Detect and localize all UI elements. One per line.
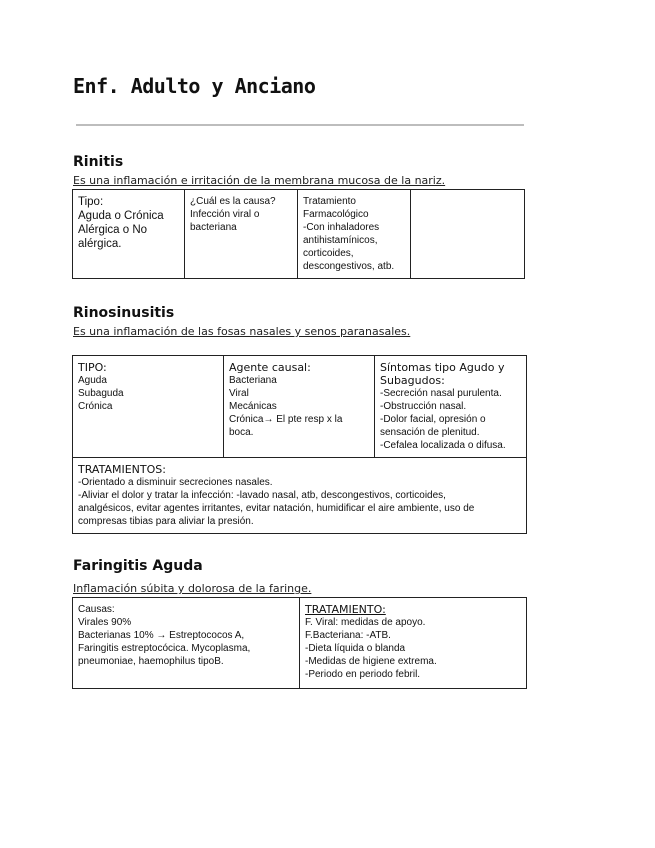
rinosinusitis-subtitle: Es una inflamación de las fosas nasales y senos paranasales. <box>73 325 411 338</box>
text-line: F. Viral: medidas de apoyo. <box>305 617 426 628</box>
text-line: -Cefalea localizada o difusa. <box>380 440 506 451</box>
text-line: Bacteriana <box>229 375 277 386</box>
text-line: pneumoniae, haemophilus tipoB. <box>78 656 224 667</box>
rinitis-treatment-cell <box>298 190 411 279</box>
text-line: Crónica <box>78 401 113 412</box>
text-line: -Orientado a disminuir secreciones nasales. <box>78 477 273 488</box>
text-line: Viral <box>229 388 249 399</box>
title-divider <box>76 124 524 126</box>
rinitis-table <box>72 189 525 279</box>
text-line: Tipo: <box>78 196 104 208</box>
rinitis-empty-cell <box>411 190 525 279</box>
text-line: -Secreción nasal purulenta. <box>380 388 502 399</box>
faringitis-treatment-cell <box>300 598 527 689</box>
text-line: TRATAMIENTO: <box>305 603 386 616</box>
rinitis-subtitle: Es una inflamación e irritación de la membrana mucosa de la nariz. <box>73 174 446 187</box>
text-line: Síntomas tipo Agudo y <box>380 361 505 374</box>
text-line: Alérgica o No <box>78 224 148 236</box>
text-line: corticoides, <box>303 248 354 259</box>
text-line: Causas: <box>78 604 115 615</box>
text-line: TRATAMIENTOS: <box>78 463 166 476</box>
text-line: compresas tibias para aliviar la presión. <box>78 516 254 527</box>
text-line: Agente causal: <box>229 361 311 374</box>
text-line: Subaguda <box>78 388 124 399</box>
text-line: Mecánicas <box>229 401 277 412</box>
faringitis-table <box>72 597 527 689</box>
text-line: -Dolor facial, opresión o <box>380 414 486 425</box>
text-line: Virales 90% <box>78 617 132 628</box>
rinosinusitis-title: Rinosinusitis <box>73 305 175 321</box>
rinosinusitis-table <box>72 355 527 534</box>
text-line: boca. <box>229 427 254 438</box>
text-line: descongestivos, atb. <box>303 261 395 272</box>
rinosinusitis-agent-cell <box>224 356 375 458</box>
rinosinusitis-treatment-cell <box>73 458 527 534</box>
text-line: Subagudos: <box>380 374 445 387</box>
text-line: -Periodo en periodo febril. <box>305 669 421 680</box>
text-line: sensación de plenitud. <box>380 427 480 438</box>
text-line: F.Bacteriana: -ATB. <box>305 630 391 641</box>
rinitis-cause-cell <box>185 190 298 279</box>
text-line: -Dieta líquida o blanda <box>305 643 406 654</box>
text-line: Infección viral o <box>190 209 260 220</box>
text-line: Tratamiento <box>303 196 356 207</box>
text-line: Faringitis estreptocócica. Mycoplasma, <box>78 643 251 654</box>
rinosinusitis-symptoms-cell <box>375 356 527 458</box>
faringitis-causes-cell <box>73 598 300 689</box>
text-line: antihistamínicos, <box>303 235 378 246</box>
text-line: Aguda <box>78 375 107 386</box>
text-line: -Aliviar el dolor y tratar la infección: -lavado nasal, atb, descongestivos, corticoides, <box>78 490 446 501</box>
text-line: -Medidas de higiene extrema. <box>305 656 437 667</box>
text-line: Aguda o Crónica <box>78 210 164 222</box>
faringitis-title: Faringitis Aguda <box>73 558 203 574</box>
rinitis-type-cell <box>73 190 185 279</box>
faringitis-subtitle: Inflamación súbita y dolorosa de la faringe. <box>73 582 312 595</box>
text-line: -Con inhaladores <box>303 222 380 233</box>
text-line: bacteriana <box>190 222 237 233</box>
text-line: TIPO: <box>78 361 107 374</box>
rinitis-title: Rinitis <box>73 154 124 170</box>
rinosinusitis-type-cell <box>73 356 224 458</box>
text-line: alérgica. <box>78 238 122 250</box>
text-line: Farmacológico <box>303 209 369 220</box>
text-line: Bacterianas 10% → Estreptococos A, <box>78 630 245 641</box>
text-line: ¿Cuál es la causa? <box>190 196 276 207</box>
text-line: -Obstrucción nasal. <box>380 401 467 412</box>
text-line: analgésicos, evitar agentes irritantes, evitar natación, humidificar el aire ambiente, uso de <box>78 503 475 514</box>
document-title: Enf. Adulto y Anciano <box>73 74 316 98</box>
text-line: Crónica→ El pte resp x la <box>229 414 343 425</box>
